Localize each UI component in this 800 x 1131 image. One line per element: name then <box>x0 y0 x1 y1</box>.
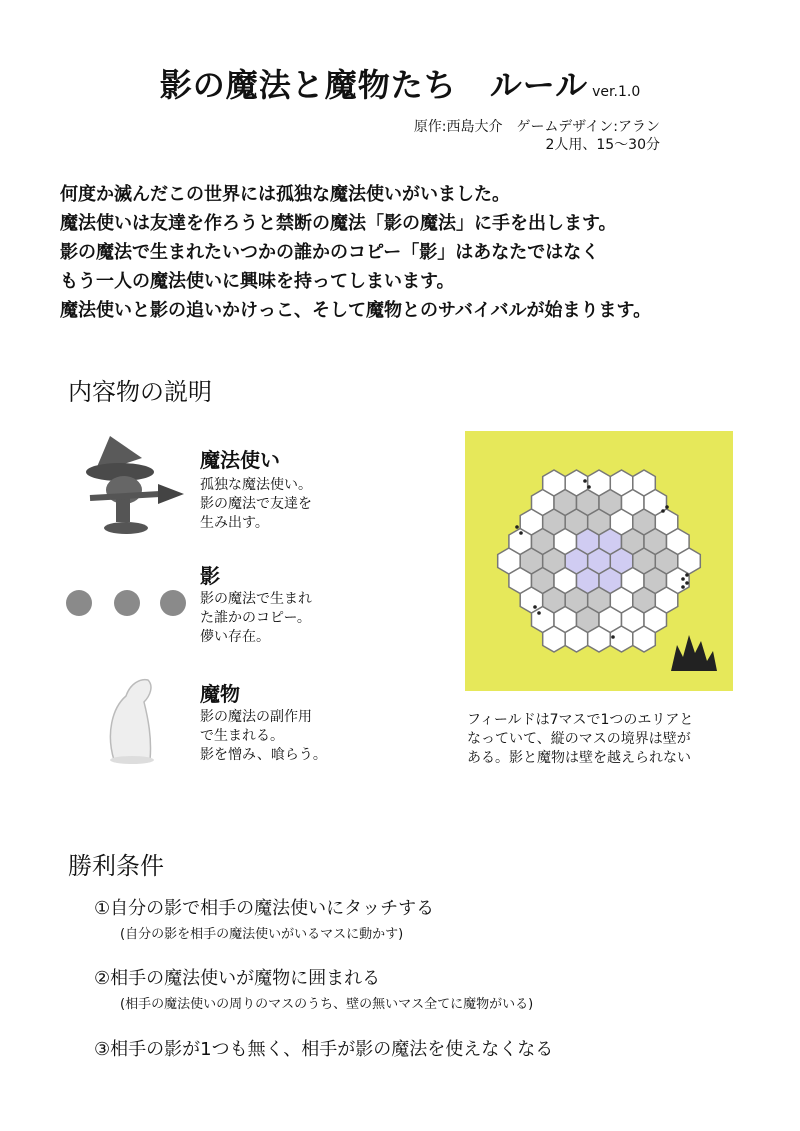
wizard-figure-icon <box>80 428 190 540</box>
item-title-wizard: 魔法使い <box>200 448 280 472</box>
desc-line: 孤独な魔法使い。 <box>200 477 312 493</box>
page-title <box>0 60 800 106</box>
intro-story <box>60 180 780 325</box>
dice-pip <box>583 479 587 483</box>
item-title-monster: 魔物 <box>200 682 240 706</box>
item-desc-monster <box>200 708 327 765</box>
monster-figure-icon <box>96 674 166 764</box>
intro-line: 魔法使いは友達を作ろうと禁断の魔法「影の魔法」に手を出します。 <box>60 213 617 234</box>
intro-line: 影の魔法で生まれたいつかの誰かのコピー「影」はあなたではなく <box>60 242 600 263</box>
intro-line: 魔法使いと影の追いかけっこ、そして魔物とのサバイバルが始まります。 <box>60 300 652 321</box>
field-caption <box>467 711 737 768</box>
caption-line: ある。影と魔物は壁を越えられない <box>467 750 691 766</box>
desc-line: 影の魔法の副作用 <box>200 709 312 725</box>
hex-cell <box>678 548 701 574</box>
caption-line: なっていて、縦のマスの境界は壁が <box>467 731 691 747</box>
desc-line: で生まれる。 <box>200 728 284 744</box>
dice-pip <box>533 605 537 609</box>
dice-pip <box>537 611 541 615</box>
desc-line: 影の魔法で生まれ <box>200 591 312 607</box>
victory-condition-2: ②相手の魔法使いが魔物に囲まれる <box>94 968 381 989</box>
dice-pip <box>681 585 685 589</box>
shadow-token-icon <box>160 590 186 616</box>
item-title-shadow: 影 <box>200 564 220 588</box>
item-desc-shadow <box>200 590 312 647</box>
dice-pip <box>685 581 689 585</box>
field-board <box>465 431 733 691</box>
shadow-token-icon <box>66 590 92 616</box>
dice-pip <box>611 635 615 639</box>
dice-pip <box>519 531 523 535</box>
credits <box>330 118 660 154</box>
dice-pip <box>661 509 665 513</box>
desc-line: 影の魔法で友達を <box>200 496 312 512</box>
victory-condition-2-note: (相手の魔法使いの周りのマスのうち、壁の無いマス全てに魔物がいる) <box>120 997 534 1012</box>
dice-pip <box>587 485 591 489</box>
title-text: 影の魔法と魔物たち ルール <box>159 66 589 104</box>
desc-line: 生み出す。 <box>200 515 269 531</box>
shadow-token-icon <box>114 590 140 616</box>
monster-silhouette-icon <box>671 635 717 671</box>
intro-line: 何度か滅んだこの世界には孤独な魔法使いがいました。 <box>60 184 510 205</box>
victory-condition-3: ③相手の影が1つも無く、相手が影の魔法を使えなくなる <box>94 1039 554 1060</box>
intro-line: もう一人の魔法使いに興味を持ってしまいます。 <box>60 271 455 292</box>
credit-line: 原作:西島大介 ゲームデザイン:アラン <box>413 119 660 135</box>
caption-line: フィールドは7マスで1つのエリアと <box>467 712 694 728</box>
desc-line: 影を憎み、喰らう。 <box>200 747 327 763</box>
player-info: 2人用、15〜30分 <box>545 137 660 153</box>
version-label: ver.1.0 <box>592 84 641 100</box>
desc-line: 儚い存在。 <box>200 629 270 645</box>
victory-heading: 勝利条件 <box>68 852 164 880</box>
dice-pip <box>515 525 519 529</box>
victory-condition-1: ①自分の影で相手の魔法使いにタッチする <box>94 898 435 919</box>
hex-grid <box>465 431 733 691</box>
item-desc-wizard <box>200 476 312 533</box>
contents-heading: 内容物の説明 <box>68 378 212 406</box>
dice-pip <box>681 577 685 581</box>
dice-pip <box>665 505 669 509</box>
victory-condition-1-note: (自分の影を相手の魔法使いがいるマスに動かす) <box>120 927 404 942</box>
dice-pip <box>685 573 689 577</box>
desc-line: た誰かのコピー。 <box>200 610 311 626</box>
